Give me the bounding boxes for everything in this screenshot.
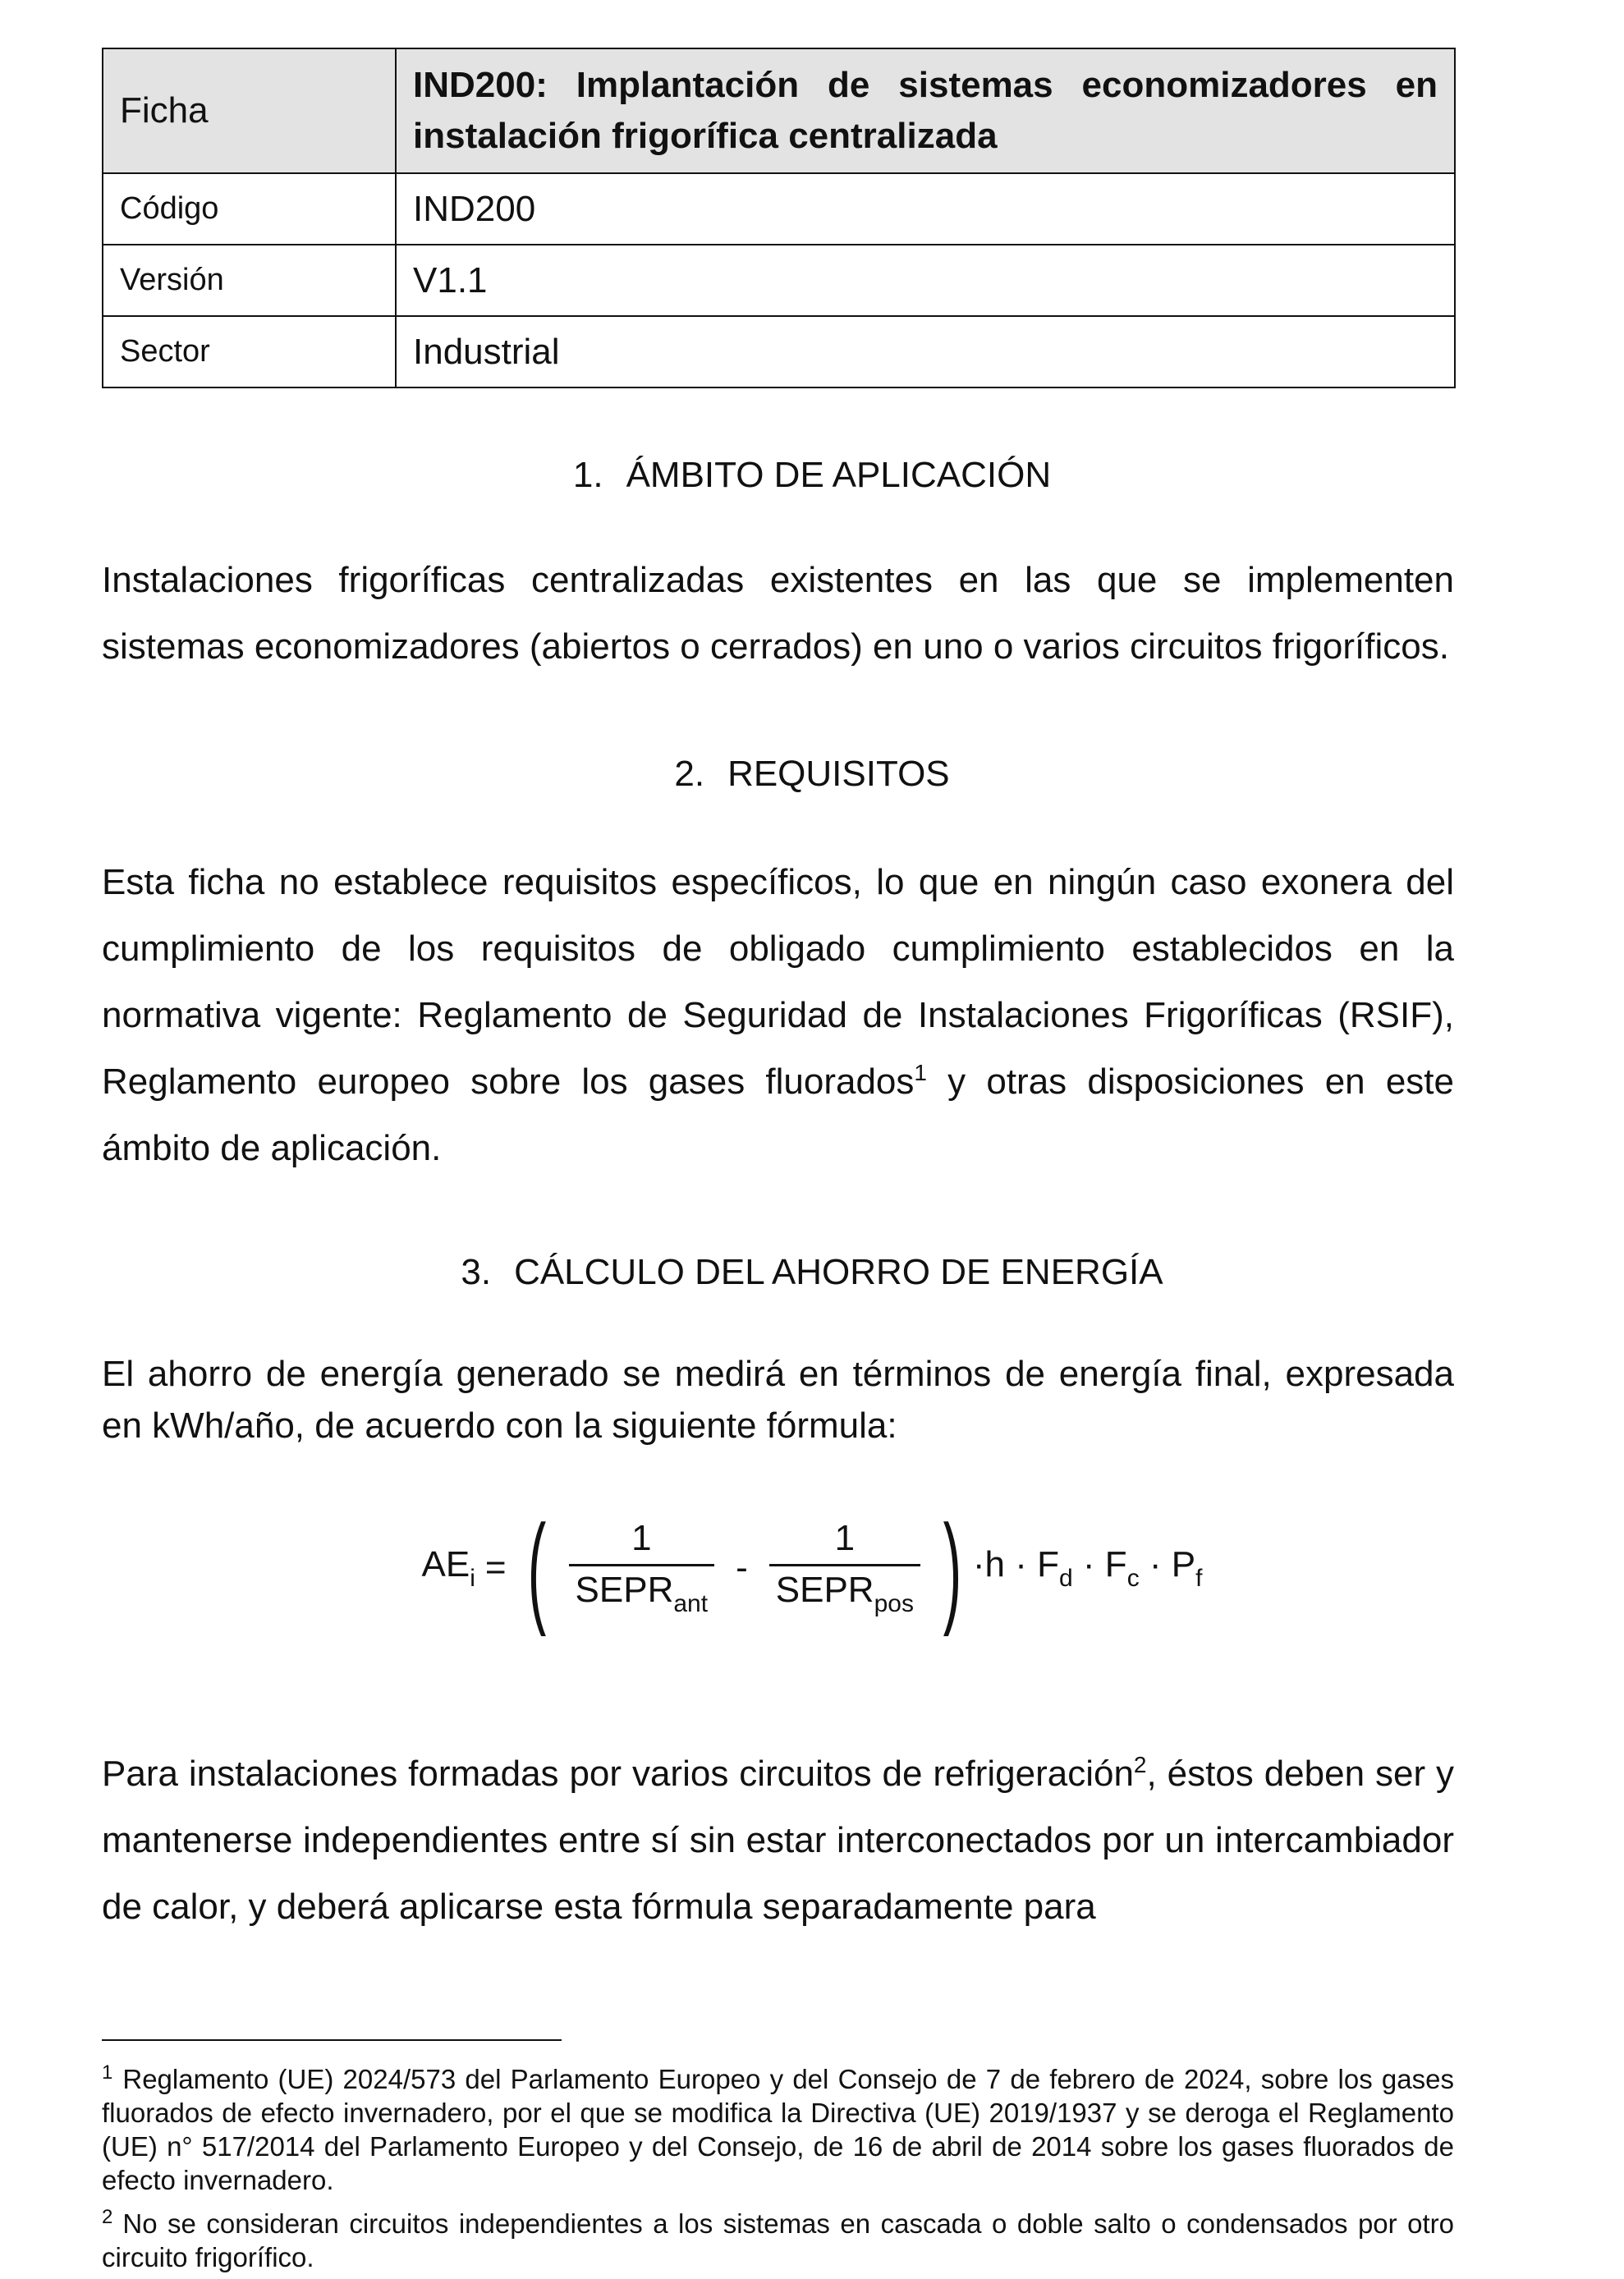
footnote-1 [102, 2062, 1454, 2197]
circuitos-text-1: Para instalaciones formadas por varios circuitos de refrigeración [102, 1754, 1134, 1794]
heading-ambito-number: 1. [572, 455, 603, 495]
heading-calculo-number: 3. [461, 1252, 492, 1292]
sector-label: Sector [120, 334, 210, 369]
requisitos-text-1: Esta ficha no establece requisitos específicos, lo que en ningún caso exonera del cumplimiento de los requisitos de obligado cumplimiento establecidos en la normativa vigente: Reglamento de Seguridad de Instalaciones Frigoríficas (RSIF), Reglamento europeo sobre los gases fluorados [102, 862, 1454, 1102]
ficha-label: Ficha [120, 90, 209, 131]
version-value: V1.1 [413, 259, 488, 300]
requisitos-text-2: y otras disposiciones en este ámbito de aplicación. [102, 1062, 1454, 1168]
footnote-1-text: Reglamento (UE) 2024/573 del Parlamento Europeo y del Consejo de 7 de febrero de 2024, sobre los gases fluorados de efecto invernadero, por el que se modifica la Directiva (UE) 2019/1937 y se deroga el Reglamento (UE) n° 517/2014 del Parlamento Europeo y del Consejo, de 16 de abril de 2014 sobre los gases fluorados de efecto invernadero. [102, 2064, 1454, 2195]
formula-minus: - [736, 1548, 748, 1588]
footnote-ref-1: 1 [914, 1060, 927, 1085]
calculo-intro: El ahorro de energía generado se medirá en términos de energía final, expresada en kWh/año, de acuerdo con la siguiente fórmula: [102, 1354, 1454, 1446]
sector-value: Industrial [413, 331, 560, 372]
sector-row [103, 316, 1455, 387]
footnote-2-mark: 2 [102, 2206, 113, 2228]
version-row [103, 245, 1455, 316]
requisitos-paragraph [102, 849, 1454, 1181]
formula-equals: = [484, 1548, 507, 1588]
formula-lhs: $AE_i$ [421, 1543, 475, 1592]
ficha-title: IND200: Implantación de sistemas economizadores en instalación frigorífica centralizada [413, 65, 1438, 156]
formula-fraction-pos: $\frac{1}{SEPR_{pos}}$ [769, 1518, 920, 1618]
formula-open-paren: ( [527, 1499, 546, 1637]
formula-fraction-ant: $\frac{1}{SEPR_{ant}}$ [569, 1518, 715, 1618]
footnote-ref-2: 2 [1133, 1752, 1147, 1777]
codigo-label: Código [120, 191, 219, 226]
footnote-divider [102, 2039, 562, 2041]
codigo-row [103, 173, 1455, 245]
codigo-value: IND200 [413, 188, 536, 229]
heading-requisitos-number: 2. [674, 754, 705, 794]
circuitos-text-2: , éstos deben ser y mantenerse independientes entre sí sin estar interconectados por un intercambiador de calor, y deberá aplicarse esta fórmula separadamente para [102, 1754, 1454, 1927]
heading-ambito [0, 455, 1624, 496]
heading-calculo [0, 1252, 1624, 1293]
version-label: Versión [120, 263, 224, 297]
ficha-table [102, 48, 1456, 388]
footnote-2 [102, 2207, 1454, 2274]
heading-ambito-title: ÁMBITO DE APLICACIÓN [626, 455, 1052, 495]
circuitos-paragraph [102, 1740, 1454, 1940]
energy-savings-formula [0, 1499, 1624, 1637]
footnote-1-mark: 1 [102, 2061, 113, 2084]
ficha-label-cell [103, 48, 396, 173]
footnote-2-text: No se consideran circuitos independientes a los sistemas en cascada o doble salto o condensados por otro circuito frigorífico. [102, 2208, 1454, 2272]
heading-calculo-title: CÁLCULO DEL AHORRO DE ENERGÍA [514, 1252, 1163, 1292]
ficha-title-cell [396, 48, 1455, 173]
heading-requisitos [0, 754, 1624, 795]
heading-requisitos-title: REQUISITOS [727, 754, 950, 794]
ambito-paragraph: Instalaciones frigoríficas centralizadas existentes en las que se implementen sistemas economizadores (abiertos o cerrados) en uno o varios circuitos frigoríficos. [102, 560, 1454, 667]
ficha-header-row [103, 48, 1455, 173]
formula-factors: $\cdot h \cdot F_d \cdot F_c \cdot P_f$ [972, 1543, 1203, 1592]
formula-close-paren: ) [943, 1499, 962, 1637]
